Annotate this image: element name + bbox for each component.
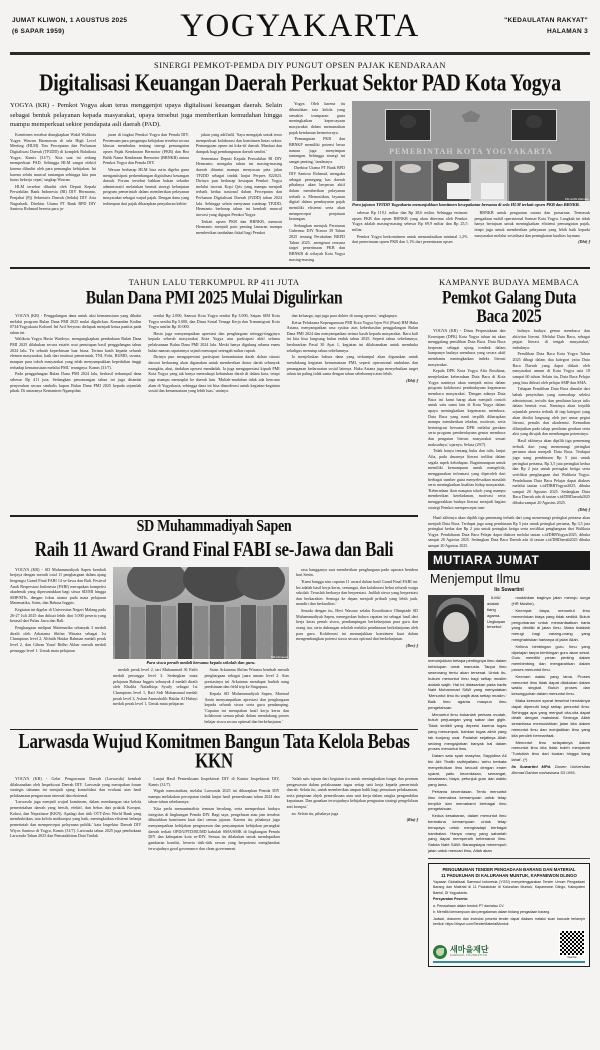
photo-wall-text: PEMERINTAH KOTA YOGYAKARTA [389,147,553,157]
baca-col-2: buhnya budaya gemar membaca dan aktivitas literasi. Melalui Duta Baca, sebagai pegiat literasi di tengah masyarakat,' imbuhnya. Pemilihan Duta Baca Kota Yogya Tahun 2025 dibagi dalam dua kategori yaitu Duta Baca Daerah yang dapat diikuti oleh masyarakat umum di Kota Yogya usia 18 sampai 60 tahun. Selain itu, Duta Baca Pelajar yang bisa diikuti oleh pelajar SMP dan SMA. Tahapan Pemilihan Duta Baca dimulai dari babak penyisihan yang mencakup seleksi administrasi, tertulis dan penilaian karya tulis dalam bentuk esai. Nantinya akan terpilih sejumlah peserta terbaik di tiap kategori yang akan dinilai langsung oleh juri unsur pegiat literasi, penulis dan akademisi. Kemudian dilanjutkan pada tahap penilaian gerakan serta aksi yang dirujuk dan membangun potensinya. Hasil akhirnya akan dipilih tiga pemenang terbaik dari yang memenangi peringkat pertama akan menjadi Duta Baca. Terdapat juga uang pembinaan Rp 5 juta untuk peringkat pertama, Rp 3,5 juta peringkat kedua dan Rp 2 juta untuk peringkat ketiga serta sertifikat penghargaan dari Walikota Yogya. Pendaftaran Duta Baca Pelajar dapat diakses melalui tautan s.id/DBBYogyar2025, dibuka sampai 20 Agustus 2025. Sedangkan Duta Baca Daerah ada di tautan s.id/DBDaerah2025 dibuka sampai 20 Agustus 2025. (Dhi)-f [512,327,590,512]
pmi-col-1: YOGYA (KR) - Penggalangan dana untuk aksi kemanusiaan yang dibalut melalui program Bulan Dana PMI 2025 mulai digulirkan. Komandan Kodim 0734/Yogyakarta Kolonel Inf Arif Setyono dielapuk menjadi ketua panitia pada tahun ini. Walikota Yogya Hasto Wardoyo, mengungkapkan pembukaan Bulan Dana PMI 2025 dilakukan secara estafet usai penutupan hasil penggalangan tahun 2024 lalu. Tri sebuah keperbiruan luar biasa. Terima kasih kepada seluruh elemen masyarakat, baik dari institusi pemerintah, TNI, Polri, BUMD, swasta, maupun para tokoh masyarakat yang telah menyumpukkan kepedulian tinggi terhadap kemanusiaan melalui PMI,' terangnya. Kamis (31/7). Pada penggalangan Bulan Dana PMI 2024 lalu, berhasil terkumpul dana sebesar Rp 411 juta. Sedangkan pencanangan tahun ini juga ditandai penyerahan secara simbolis kupon Bulan Dana PMI 2025 kepada sejumlah pihak. Di antaranya Kemantren Ngampilan [10,312,142,394]
mutiara-signature-detail: Dosen Universitas Ahmad Dahlan mahasiswa S3 UNS. [511,763,590,775]
section-rule-1 [10,267,590,269]
sapen-headline-2: Raih 11 Award Grand Final FABI se-Jawa dan Bali [34,537,394,561]
lead-col-4: Yogya. Oleh karena itu dibutuhkan tata kelola yang semakin transparan guna meningkatkan kepercayaan masyarakat dalam memunaikan pajak kendaraan bermotornya. 'Pemungutan PKB dan BBNKP memiliki potensi besar namun juga menyimpan tantangan. Sehingga sinergi ini sangat penting,' tandasnya. Direktur Utama PT Bank BPD DIY Santoso Rohmad, mengaku sebagai pemegang kas daerah pihaknya akan berperan aktif dalam memberikan pelayanan terbaik a. Memastikan, layanan digital dalam pembayaran pajak memiliki efisiensi serta akan mempercepat penjatuan keuangan. Sedangkan merujuk Peraturan Gubernur DIY Nomor 39 Tahun 2025 tentang Perubahan BKPD Tahun 2025, ,mengenai rencana target penerimaan PKB dan BBNKB di wilayah Kota Yogya masing-masing [289,101,345,262]
tender-advertisement [428,863,590,967]
larwasda-col-3: 'Salah satu tujuan dari kegiatan itu untuk meningkatkan fungsi dan peranan pengawasan dalam pelaksanaan tugas setiap unit kerja kepada pemerintah daerah. Selain itu, untuk memberikan umpan balik bagi pemutuan pelaksanaan, serta pimpinan objek pemeriksaan atau unit kerja dalam rangka pengambilan keputusan. Dan gunakan terwujudnya kebijakan penguatan strategi pengelolaan anti korupsi.' an. Selain itu, pihaknya juga (Ria)-f [286,775,418,823]
sapen-photo-credit: KR-Istimewa [270,654,288,659]
lower-right [428,515,590,966]
masthead-date [12,16,162,37]
ad-footer [433,930,585,959]
paper-name: "KEDAULATAN RAKYAT" [504,17,588,25]
ad-requirement-a: a. Perusahaan dalam bentuk PT dan/atau CV. [433,903,505,908]
photo-credit: KR-Ardhi Wahdan [564,197,589,202]
lead-photo-caption: Para jajaran TP2DD Yogyakarta menunjukkan komitmen kesepakatan bersama di sela HLM terkait opsen PKB dan BBNKB. [352,202,580,208]
article-duta-baca [428,272,590,514]
baca-runover: Hasil akhirnya akan dipilih tiga pemenang terbaik dari yang memenangi peringkat pertama akan menjadi Duta Baca. Terdapat juga uang pembinaan Rp 5 juta untuk peringkat pertama, Rp 3,5 juta peringkat kedua dan Rp 2 juta untuk peringkat ketiga serta sertifikat penghargaan dari Walikota Yogya. Pendaftaran Duta Baca Pelajar dapat diakses melalui tautan s.id/DBBYogyar2025, dibuka sampai 20 Agustus 2025. Sedangkan Duta Baca Daerah ada di tautan s.id/DBDaerah2025 dibuka sampai 20 Agustus 2025. [428,515,590,548]
saemaul-logo [433,945,489,959]
masthead-rule [10,52,590,55]
page-number-label: HALAMAN 3 [547,27,588,35]
lead-kicker: SINERGI PEMKOT-PEMDA DIY PUNGUT OPSEN PAJAK KENDARAAN [154,60,446,70]
masthead-paper-info [438,16,588,37]
author-portrait [428,595,484,657]
mutiara-author: Iis Suwartini [494,587,524,594]
baca-endmark: (Dhi)-f [578,506,590,512]
ad-body [433,880,585,927]
sapen-col-2: medali perak level 2, tari Muhammad Al Fatih medali perunggu level 3. Sedangkan mata pelajaran Bahasa Inggris sebanyak 4 medali diraih oleh Khalila Nafadhiqa Syaify sebagai 1st Champions level 1, Raif Sidi Muhammad medali perak level 3, Aslam Amrusholih Haidar Al Habsyi medali perak level 1, Untuk mata pelajaran [113,667,198,707]
page-title: YOGYAKARTA [180,8,420,44]
ad-title-line2: 11 PADUKUHAN DI KALURAHAN MUNTUK, KAPANEWON DLINGO [441,872,577,878]
ad-title-line1: PENGUMUMAN TENDER PENGADAAN BARANG DAN MATERIAL [442,866,576,872]
lead-article-photo [352,101,590,201]
masthead-date-line2: (6 SAPAR 1959) [12,27,65,35]
ad-intro: Yayasan Globalisasi Saemaul Indonesia (YGSI) menyelenggarakan Tender Umum Pengadaan Barang dan Material di 11 Padukuhan di Kalurahan Muntuk, Kapanewon Dlingo, Kabupaten Bantul, DI Yogyakarta. [433,880,585,895]
ad-logo-english: SAEMAUL FOUNDATION [450,953,488,957]
lower-section [10,515,590,966]
sapen-col-1: YOGYA (KR) - SD Muhammadiyah Sapen kembali berjaya dengan meraih total 11 penghargaan dalam ajang bergengsi Grand Final FABI 14 se-Jawa dan Bali. Festival Anak Berprestasi Indonesia (FABI) merupakan kompetisi akademik yang diperuntukkan bagi siswa SD/MI hingga SMP/MTs, dengan fokus utama pada mata pelajaran Matematika, Sains, dan Bahasa Inggris. Kegiatan ini digelar di Universitas Negeri Malang pada 26-27 Juli 2025 dan diikuti lebih dari 5.000 peserta yang berasal dari Pulau Jawa dan Bali. Penghargaan meliputi Matematika sebanyak 3 medali diraih oleh Arkatama Shifan Winatra sebagai 1st Champions level 2, Alifatih Haidar Rahman medali perak level 2, dan Gibran Yusuf Ridho Akbar meraih medali perunggu level 1. Untuk mata pelajaran [10,566,106,653]
ad-requirement-b: b. Memiliki kemampuan dan pengalaman dalam bidang pengadaan barang. [433,910,551,915]
mutiara-title: Menjemput Ilmu [430,572,521,587]
mutiara-bar-label: MUTIARA JUMAT [428,551,590,570]
sapen-photo-caption: Para siswa peraih medali bersama kepala sekolah dan guru. [146,659,256,665]
ad-closing: Jadwal, dokumen dan instruksi peserta tender dapat diakses melalui scan barcode terlampir berikut: https://tinyurl.com/TenderMaterialMuntuk [433,916,585,926]
pmi-headline: Bulan Dana PMI 2025 Mulai Digulirkan [85,287,343,309]
qr-code-block[interactable] [559,930,585,959]
article-pmi [10,272,418,514]
lead-col-1: Komitmen tersebut diungkapkan Wakil Walikota Yogya Wawan Harmawan di sela High Level Meeting (HLM) Tim Percepatan dan Perluasan Digitalisasi Daerah (TP2DD) di komplek Balaikota Yogya, Kamis (31/7). 'Kita saat ini sedang memperkuat PAD. Sehingga HLM sangat efektif karena dihadiri oleh para pemangku kebijakan. Ini karena selalu muncul tantangan sehingga kita pun harus bekerja cepat,' ungkap Wawan. HLM tersebut dihadiri oleh Deputi Kepala Perwakilan Bank Indonesia (BI) DIY Hermanto, Penjabat (Pj) Sekretaris Daerah (Sekda) DIY Aria Nugrahadi, Direktur Utama PT Bank BPD DIY Santoso Rohmad beserta para ja- [10,132,96,212]
article-sapen [10,519,418,726]
lead-headline: Digitalisasi Keuangan Daerah Perkuat Sektor PAD Kota Yogya [39,69,561,97]
larwasda-headline: Larwasda Wujud Komitmen Bangun Tata Kelola Bebas KKN [18,729,410,773]
qr-code-label: Scan Me [567,955,577,959]
masthead [0,0,600,49]
lead-photo-col-2: BBNKB untuk penguatan sarana dan prasarana. Termasuk pengadaan mobil operasional Samsat Kota Yogya. Langkah ini tidak hanya bertujuan untuk meningkatkan efisiensi pemungutan pajak, tetapi juga untuk memberikan pelayanan yang lebih baik kepada masyarakat melalui sosialisasi dan peningkatan kualitas layanan. (Dhi)-f [474,210,590,245]
lower-left [10,515,418,966]
ad-accent-bar [433,961,585,963]
sapen-photo [113,567,289,659]
lead-col-2: jaran di tingkat Pemkot Yogya dan Pemda DIY. Pertemuan para pengampu kebijakan tersebut secara khusus membahas tentang sinergi pemungutan opsen Pajak Kendaraan Bermotor (PKB) dan Bea Balik Nama Kendaraan Bermotor (BBNKB) antara Pemkot Yogya dan Pemda DIY. Wawan berharap HLM bisa rutin digelar guna mengantisipasi perkembangan digitalisasi keuangan daerah. Forum tersebut bahkan bukan sekadar administratif melainkan bentuk sinergi kelanjutan program pemerintah dalam memberikan pelayanan masyarakat sebagai wujud pajak. Dengan dana yang terhimpun dari pajak diharapkan penyaluran kebin- [103,132,189,206]
lead-photo-col-1: sebesar Rp 119,1 miliar dan Rp 38,6 miliar. Sehingga estimasi opsen PKB dan opsen BBNKB yang akan diterima oleh Pemkot Yogya adalah masing-masing sebesar Rp 69,9 miliar dan Rp 25,5 miliar. Pemkot Yogya berkomitmen untuk memanfaatkan minimal 1,2% dari penerimaan opsen PKB dan 1,1% dari penerimaan opsen [352,210,468,245]
baca-headline: Pemkot Galang Duta Baca 2025 [441,287,577,327]
ad-divider [428,858,590,859]
pmi-col-3: dan keluarga, tapi juga para dokter di ruang operasi,' ungkapnya. Ketua Pelaksana Kepengurusan PMI Kota Yogya Irjen Pol (Purn) HM Haka Astana, menyampaikan rasa syukur atas keberhasilan penggalangan Bulan Dana PMI 2024 dan menyampaikan terima kasih kepada masyarakat. Baru kali ini kita bisa langsung bulan enduk tahun 2025. Seperti tahun sebelumnya, berdasarkan Pasal 30 Ayat 1, kegiatan ini dilaksanakan untuk membuka sekaligus menutup tahun sebelumnya. Ia menjelaskan bahwa dana yang terkumpul akan digunakan untuk mendukung kegiatan kemanusiaan PMI, seperti operasional ambulans dan penanganan kedaruratan sosial lainnya. Haka Astana juga menyebutkan target tahun ini paling tidak sama dengan tahun sebelumnya atau lebih. (Dhi)-f [286,312,418,383]
lead-endmark: (Dhi)-f [578,239,590,245]
sapen-endmark: (Dev)-f [405,642,418,648]
sapen-col-4: rasa bangganya saat memberikan penghargaan pada upacara bendera hari Senin. 'Kami bangga atas capaian 11 award dalam hasil Grand Final FABI ini. Ini adalah hasil kerja keras, semangat, dan kolaborasi hebat seluruh warga sekolah. Teruslah berkarya dan berprestasi. Jadilah siswa yang berprestasi dan berkarakter. Semoga ke depan menjadi pribadi yang lebih jauh, mandiri dan berkualitas.' Senada dengan itu, Hevi Wasono selaku Koordinator Olimpiade SD Muhammadiyah Sapen, menegaskan bahwa capaian ini sebagai hasil dari kerja keras penuh siswa, pendampingan berkelanjutan para guru dan orang tua, serta dukungan sekolah melalui pembinaan berkelanjutan oleh para guru. Kolaborasi ini menunjukkan komitmen kuat dalam mengembangkan potensi siswa secara optimal dan berkelanjutan. (Dev)-f [296,566,418,648]
ad-title [433,867,585,879]
mid-section [10,272,590,514]
pmi-col-2: senilai Rp 2.000, Samsat Kota Yogya senilai Rp 3.000, Satpas SIM Kota Yogya senilai Rp 5.000, dan Dinas Sosial Tenaga Kerja dan Transmigrasi Kota Yogya senilai Rp 10.000. Hasto juga menyampaikan apresiasi dan penghargaan setinggi-tingginya kepada seluruh masyarakat Kota Yogya atas partisipasi aktif selama pelaksanaan Bulan Dana PMI 2024 lalu. Meski hanya digulung selama enam bulan namun capaiannya sejauh mencapai setengah miliar rupiah. Dirinya pun mengapresiasi partisipasi kemanfaatan darah dalam situasi darurat berkurang akan digunakan untuk memberikan donor darah sebanyak mungkin, akui, tindakan operasi mendadak. Ia juga mengapresiasi kiprah PMI Kota Yogya yang tak hanya mencukupi kebutuhan darah di dalam kota, tetapi juga mampu mensuplai ke daerah lain. 'Multah-mudahan tidak ada bencana alam di Yogyakarta, sehingga dana ini bisa dimoderasi untuk kegiatan-kegiatan sosial dan kemanusiaan yang lebih luas,' urainya. [148,312,280,394]
leaf-icon [433,945,447,959]
pmi-kicker: TAHUN LALU TERKUMPUL RP 411 JUTA [128,276,300,287]
baca-kicker: KAMPANYE BUDAYA MEMBACA [438,276,580,287]
mutiara-col-2: mudahkan baginya jalan menuju surga (HR Muslim). Keempat biaya, menuntut ilmu memerlukan biaya yang tidak sedikit. Butuh pengorbanan untuk memanfaatkan harta yang dimiliki di jalan Ilmu. Maka tidaklah merugi bagi oarang-orang yang menghabiskan hartanya di jalan Allah. Kelima bimbingan guru. Ilmu yang dipelajari tanpa bimbingan guru akan sesat. Guru memiliki peran penting dalam membimbing dan mengarahkan dalam proses menuntut ilmu. Keenam waktu yang lama. Proses menuntut ilmu tidak dapat dilakukan dalam waktu singkat. Butuh proses dan kesungguhan dalam menuntut ilmu. Maka keenam syarat tersebut hendaknya dapat dipenuhi bagi setiap penuntut ilmu. Sehingga apa yang menjadi cita-cita dapat diraih dengan maksimal. Semoga Allah senantiasa memudahkan jalan kita dalam menuntut ilmu dan menjadikan ilmu yang kita peroleh bermanfaat. Menuntut ilmu selayaknya dalam menuntut ilmu kita tidak boleh menyerah 'Tuntutlah ilmu dari buaian hingga liang lahat'. (*) Iis Suwartini MPd. Dosen Universitas Ahmad Dahlan mahasiswa S3 UNS. [511,595,590,775]
larwasda-col-2: Lanjut Hasil Pemeriksaan Inspektorat DIY di Kantor Inspektorat DIY, Kamis (31/7). Wiguh mencatatkan, melalui Larwasda 2025 ini diharapkan Pemda DIY mampu melakukan percepatan tindak lanjut hasil pemeriksaan tahun 2024 dan tahun-tahun sebelumnya. 'Kita perlu memunimalisir temuan berulang, serta memperkuat budaya integritas di lingkungan Pemda DIY. Bagi saya, pengelasan atau jam tersebut dibutuhkan komitmen kuat dari semua jajaran. Karena itu, pihaknya juga menyampaikan kebijakan pengawasan dan penyampaian kebijakan perangkat daerah terkait OPD/UPTD/BUMD kabulah SMA/SMK di lingkungan Pemda DIY dan kabupaten kota se-DIY. Semua itu dilakukan untuk mendapatkan gambaran kondisi, beserta titik-titik rawan yang berpotensi menghambat terwujudnya good governance dan clean government. [148,775,280,851]
section-rule-2 [10,515,418,516]
larwasda-endmark: (Ria)-f [406,817,418,823]
mutiara-col-1: ILMU adalah tiang agama. Ungkapan tersebut menunjukkan betapa pentingnya ilmu dalam kehidupan umat manusia. Tanpa ilmu seseorang tentu akan tersesat. Untuk itu, hukum menuntut ilmu bagi setiap muslim adalah wajib. Hal ini didasarkan pada hadis Nabi Muhammad SAW yang menyatakan 'Menuntut ilmu itu wajib atas setiap muslim.' Baik ilmu agama maupun ilmu pengetahuan. Menuntut ilmu bukanlah perkara mudah, butuh perjuangan yang sabar dan gigih. Tidak sedikit yang depresi karena tugas yang menumpuk, bahkan tugas akhir yang tak kunjung usai. Padahal sejatinya Allah sedang mengajarkan banyak hal dalam proses menuntut ilmu. Dalam satu syair masyhur, Sayyidina Ali bin Abi Thalib radhiyallahu 'anhu berkata menyebutkan ilmu kecuali dengan enam syarat, yaitu kecerdasan, semangat, kesabaran, biaya, petunjuk guru dan waktu yang lama. Pertama kecerdasan. Tentu menuntut ilmu bermakna kemampuan untuk tetap berpikir dan memahami berbagai ilmu pengetahuan. Kedua kesabaran, dalam menuntut ilmu bermakna kemampuan untuk tetap berupaya untuk menghadapi berbagai hambatan. Hanya orang yang sabarlah yang dapat memperaih kebenaran ilmu. Sabda Nabi SAW: Barangsiapa menempuh jalan untuk mencari ilmu, Allah akan [428,595,507,853]
sapen-headline-1: SD Muhammadiyah Sapen [136,517,292,536]
sapen-col-3: Sains Arkatama Shifan Winatra kembali meraih penghargaan sebagai juara umum level 2. Atas prestasinya ini Arkatama mendapat hadiah uang pembinaan dan field trip ke Singapura. Kepala SD Muhammadiyah Sapen, Maemul Amin menyampaikan apresiasi dan penghargaan kepada seluruh siswa serta guru pendamping. 'Capaian ini merupakan hasil kerja keras dan kolaborasi semua pihak dalam mendukung proses belajar siswa secara optimal dan berkelanjutan.' [204,667,289,725]
qr-code-icon[interactable] [559,930,585,956]
mutiara-signature-name: Iis Suwartini MPd. [511,763,552,769]
pmi-endmark: (Dhi)-f [406,377,418,383]
masthead-date-line1: JUMAT KLIWON, 1 AGUSTUS 2025 [12,17,128,25]
baca-col-1: YOGYA (KR) - Dinas Perpustakaan dan Kearsipan (DPK) Kota Yogya tahun ini akan menggalang pemilihan Duta Baca. Duta Baca berperan sebagai ujung tombak dalam kampanye budaya membaca yang secara aktif membantu meningkatkan indeks literasi masyarakat. Kepala DPK Kota Yogya Afia Rosdiana, menjelaskan keberadaan Duta Baca di Kota Yogya nantinya akan menjadi mitra dalam program kolaborasi pembudayaan kegemaran membaca masyarakat. 'Dengan adanya Duta Baca ini kami harap akan menjadi contoh untuk satu sama lain di Kota Yogya dalam upaya meningkatkan kegemaran membaca. Duta Baca yang nanti terpilih diharapkan mampu memberikan teladan, motivasi, serta berintegrasi bersama DPK melalui gerakan serta program pemberdayaan gemar membaca dan pengutan literasi masyarakat sesuai maksudnya,' ujarnya, Selasa (29/7). Tidak hanya tentang buku dan tulis, lanjut Afia, pada dasarnya literasi terlibat dalam segala aspek kehidupan. Bagaimanapun untuk memiliki kemampuan untuk mengelola, menggunakan informasi yang diperoleh dari berbagai sumber guna menyelesaikan masalah serta meningkatkan kualitas hidup masyarakat. 'Keberadaan ikon maupun tokoh yang mampu memberikan keteladanan, motivasi serta menggerakkan budaya literasi menjadi bagian strategi Pemkot mempercepat tum- [428,327,506,510]
article-larwasda [10,729,418,852]
lead-col-3: jakan yang adil/adil. 'Saya mengajak untuk terus memperkuat kolaborasi dan komitmen lintas sektor. Pemungutan opsen ini loka-tif daerah. Manfaat dan dampak bagi pembangunan daerah sendiri.' Sementara Deputi Kepala Perwakilan BI DIY Hermanto, mengaku tahun ini masing-masing daerah dituntut mampu menyusun peta jalan TP2DD sebagai tindak lanjut Perpres 822023. Dirinya pun berharap kesiapan Pemkot Yogya melalui inovasi Kopi Qris yang mampu menjadi terbaik kedua nasional dalam Percepatan dan Perluasan Digitalisasi Daerah (P2DD) tahun 2024 lalu. Sehingga selain menyusun roadmap TP2DD, Hermanto berharap tahun ini kembali muncul inovasi yang digagas Pemkot Yogya. Terkait opsen PKB dan BBNKB, menurut Hermanto menjadi poin penting lantaran mampu memberikan tambahan fiskal bagi Pemkot [196,132,282,235]
ad-logo-korean: 새마을재단 [450,945,489,955]
ad-requirements-label: Persyaratan Peserta: [433,897,468,902]
larwasda-col-1: YOGYA (KR) - Gelar Pengawasan Daerah (Larwasda) kembali dilaksanakan oleh Inspektorat Daerah DIY. Larwasda yang merupakan forum strategis tahunan ini menjadi ajang konsolidasi dan evaluasi atas hasil pelaksanaan pengawasan internal dan eksternal. 'Larwasda juga menjadi wujud komitmen, dalam membangun tata kelola pemerintahan daerah yang bersih, efektif, dan bebas dari praktik Korupsi, Kolusi, dan Nepotisme (KKN). Apalagi dari titik OTT-Zero World Bank yang membuktikan, tata kelola antikorupsi yang baik, meningkatkan efisiensi belanja pemerintah dan mempercepat pelayanan publik,' kata Inspektur Daerah DIY Wiyos Santoso di Yogya, Kamis (31/7). Larwasda tahun 2025 juga pembukaan Larwasda Tahun 2025 dan Pemutakhiran Data Tindak [10,775,142,839]
lead-paragraph: YOGYA (KR) - Pemkot Yogya akan terus menggenjot upaya digitalisasi keuangan daerah. Selain sebagai bentuk pelayanan kepada masyarakat, upaya tersebut juga memberikan kemudahan hingga mampu memperkuat sektor pendapata asli daerah (PAD). [10,102,282,128]
mutiara-jumat-box [428,551,590,854]
lead-article-body [10,101,590,263]
